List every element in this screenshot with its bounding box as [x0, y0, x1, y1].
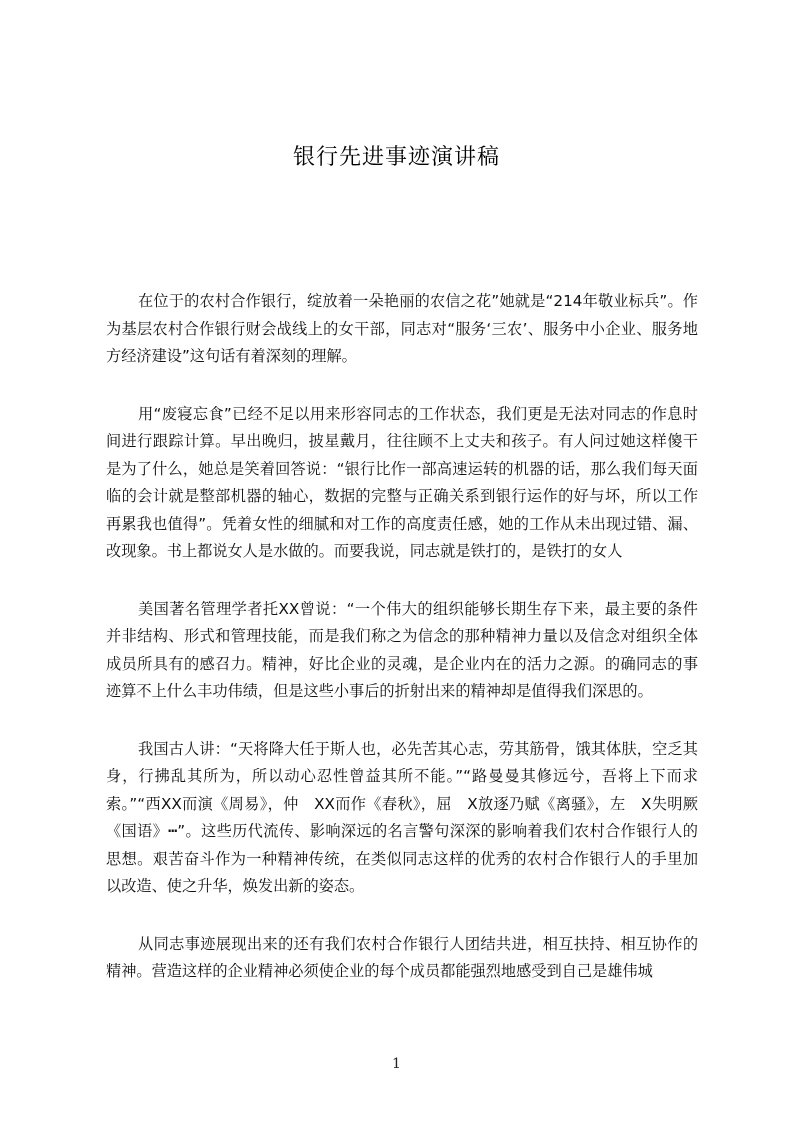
paragraph-4: 我国古人讲：“天将降大任于斯人也，必先苦其心志，劳其筋骨，饿其体肤，空乏其身，行拂乱其所为，所以动心忍性曾益其所不能。”“路曼曼其修远兮，吾将上下而求索。”“西XX而演《周易》，仲 XX而作《春秋》，屈 X放逐乃赋《离骚》，左 X失明厥《国语》┅”。这些历代流传、影响深远的名言警句深深的影响着我们农村合作银行人的思想。艰苦奋斗作为一种精神传统，在类似同志这样的优秀的农村合作银行人的手里加以改造、使之升华，焕发出新的姿态。: [106, 739, 698, 895]
paragraph-2: 用“废寝忘食”已经不足以用来形容同志的工作状态，我们更是无法对同志的作息时间进行跟踪计算。早出晚归，披星戴月，往往顾不上丈夫和孩子。有人问过她这样傻干是为了什么，她总是笑着回答说：“银行比作一部高速运转的机器的话，那么我们每天面临的会计就是整部机器的轴心，数据的完整与正确关系到银行运作的好与坏，所以工作再累我也值得”。凭着女性的细腻和对工作的高度责任感，她的工作从未出现过错、漏、改现象。书上都说女人是水做的。而要我说，同志就是铁打的，是铁打的女人: [106, 404, 698, 560]
paragraph-1: 在位于的农村合作银行，绽放着一朵艳丽的农信之花”她就是“214年敬业标兵”。作为基层农村合作银行财会战线上的女干部，同志对“服务‘三农’、服务中小企业、服务地方经济建设”这句话有着深刻的理解。: [106, 292, 698, 365]
paragraph-3: 美国著名管理学者托XX曾说：“一个伟大的组织能够长期生存下来，最主要的条件并非结构、形式和管理技能，而是我们称之为信念的那种精神力量以及信念对组织全体成员所具有的感召力。精神，好比企业的灵魂，是企业内在的活力之源。的确同志的事迹算不上什么丰功伟绩，但是这些小事后的折射出来的精神却是值得我们深思的。: [106, 599, 698, 700]
paragraph-5: 从同志事迹展现出来的还有我们农村合作银行人团结共进，相互扶持、相互协作的精神。营造这样的企业精神必须使企业的每个成员都能强烈地感受到自己是雄伟城: [106, 934, 698, 980]
page-number: 1: [392, 1056, 401, 1072]
document-body: [106, 288, 698, 1016]
document-title: 银行先进事迹演讲稿: [292, 145, 500, 170]
